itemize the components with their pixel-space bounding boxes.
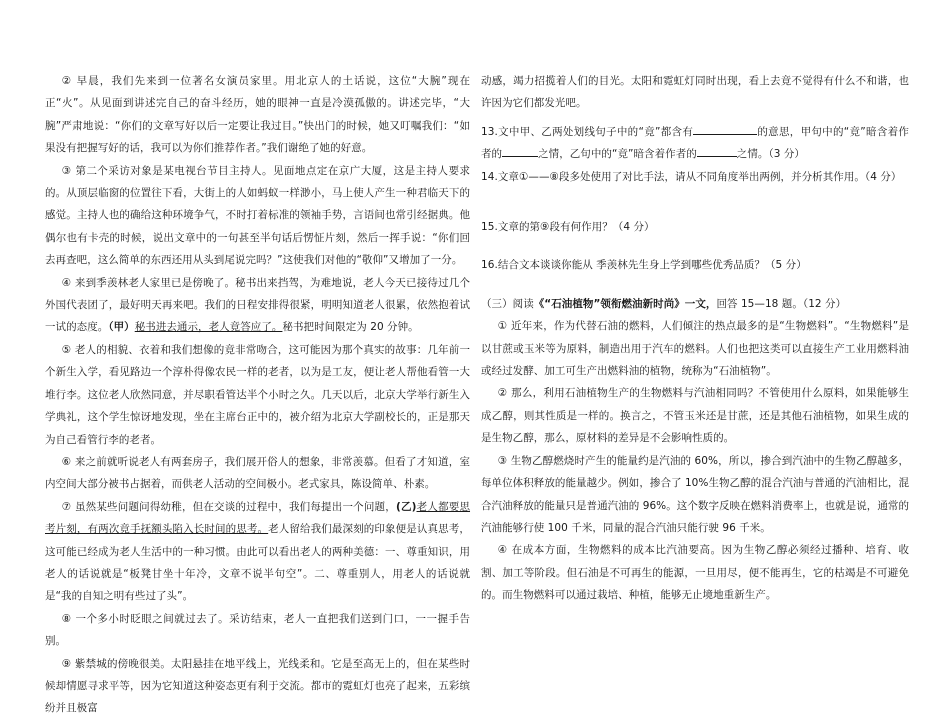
paragraph-4 (45, 272, 470, 339)
question-13-part2: 的意思，甲句中的“竟”暗含着作者的 (481, 125, 909, 161)
question-13-part1: 13.文中甲、乙两处划线句子中的“竟”都含有 (481, 125, 694, 138)
paragraph-7 (45, 496, 470, 608)
question-14: 14.文章①——⑧段多处使用了对比手法，请从不同角度举出两例，并分析其作用。（4 分） (481, 170, 902, 183)
answer-blank-3[interactable] (697, 146, 737, 157)
reading-paragraph-1: ① 近年来，作为代替石油的燃料，人们倾注的热点最多的是“生物燃料”。“生物燃料”是以甘蔗或玉米等为原料，制造出用于汽车的燃料。人们也把这类可以直接生产工业用燃料油或经过发酵、加工可生产出燃料油的植物，统称为“石油植物”。 (481, 320, 909, 378)
reading-paragraph-3: ③ 生物乙醇燃烧时产生的能量约是汽油的 60%，所以，掺合到汽油中的生物乙醇越多，每单位体积释放的能量越少。例如，掺合了 10%生物乙醇的混合汽油与普通的汽油相比，混合汽油释放的能量只是普通汽油的 96%。这个数字反映在燃料消费率上，也就是说，通常的汽油能够行使 100 千米，同量的混合汽油只能行驶 96 千米。 (481, 454, 909, 534)
section-3-label: （三）阅读 (481, 297, 534, 310)
paragraph-6: ⑥ 来之前就听说老人有两套房子，我们展开俗人的想象，非常羡慕。但看了才知道，室内空间大部分被书占据着，而供老人活动的空间极小。老式家具，陈设简单、朴素。 (45, 455, 470, 491)
section-3-instruction: 回答 15—18 题。（12 分） (716, 297, 847, 310)
paragraph-5: ⑤ 老人的相貌、衣着和我们想像的竟非常吻合，这可能因为那个真实的故事：几年前一个新生入学，看见路边一个淳朴得像农民一样的老者，以为是工友，便让老人帮他看管一大堆行李。这位老人欣然同意，并尽职看管达半个小时之久。几天以后，北京大学举行新生入学典礼，这个学生惊讶地发现，坐在主席台正中的，被介绍为北京大学副校长的，正是那天为自己看管行李的老者。 (45, 343, 470, 446)
question-13 (481, 121, 909, 166)
left-column (45, 70, 470, 720)
mark-yi: (乙) (395, 500, 417, 513)
section-3-heading (481, 293, 909, 315)
question-15: 15.文章的第⑨段有何作用？（4 分） (481, 221, 655, 234)
paragraph-9-continued: 动感，竭力招揽着人们的目光。太阳和霓虹灯同时出现，看上去竟不觉得有什么不和谐，也许因为它们都发光吧。 (481, 75, 909, 110)
paragraph-3: ③ 第二个采访对象是某电视台节目主持人。见面地点定在京广大厦，这是主持人要求的。从顶层临窗的位置往下看，大街上的人如蚂蚁一样渺小，马上使人产生一种君临天下的感觉。主持人也的确给这种环境争气，不时打着标准的领袖手势，言语间也常引经据典。他偶尔也有卡壳的时候，说出文章中的一句甚至半句话后愣怔片刻，然后一挥手说：“你们回去再查吧，这么简单的东西还用从头到尾说完吗？”这使我们对他的“敬仰”又增加了一分。 (45, 164, 470, 267)
paragraph-7-tail: 老人留给我们最深刻的印象便是认真思考，这可能已经成为老人生活中的一种习惯。由此可以看出老人的两种美德：一、尊重知识，用老人的话说就是“板凳甘坐十年冷，文章不说半句空”。二、尊重别人，用老人的话说就是“我的自知之明有些过了头”。 (45, 523, 470, 603)
section-3-article-title: 《“石油植物”领衔燃油新时尚》一文， (533, 297, 717, 310)
paragraph-9: ⑨ 紫禁城的傍晚很美。太阳悬挂在地平线上，光线柔和。它是至高无上的，但在某些时候却情愿寻求平等，因为它知道这种姿态更有利于交流。都市的霓虹灯也亮了起来，五彩缤纷并且极富 (45, 657, 470, 715)
reading-paragraph-4: ④ 在成本方面，生物燃料的成本比汽油要高。因为生物乙醇必须经过播种、培育、收割、加工等阶段。但石油是不可再生的能源，一旦用尽，便不能再生，它的枯竭是不可避免的。而生物燃料可以通过栽培、种植，能够无止境地重新生产。 (481, 544, 909, 602)
underlined-sentence-yi: 老人都要思考片刻，有两次竟手抚额头陷入长时间的思考。 (45, 500, 471, 536)
paragraph-2: ② 早晨，我们先来到一位著名女演员家里。用北京人的土话说，这位“大腕”现在正“火”。从见面到讲述完自己的奋斗经历，她的眼神一直是冷漠孤傲的。讲述完毕，“大腕”严肃地说：“你们的文章写好以后一定要让我过目。”快出门的时候，她又叮嘱我们：“如果没有把握写好的话，我可以为你们推荐作者。”我们谢绝了她的好意。 (45, 75, 470, 155)
question-16: 16.结合文本谈谈你能从 季羡林先生身上学到哪些优秀品质？（5 分） (481, 259, 807, 272)
paragraph-8: ⑧ 一个多小时眨眼之间就过去了。采访结束，老人一直把我们送到门口，一一握手告别。 (45, 612, 470, 648)
answer-blank-2[interactable] (502, 146, 538, 157)
paragraph-7-text: ⑦ 虽然某些问题问得幼稚，但在交谈的过程中，我们每提出一个问题， (61, 500, 396, 513)
reading-paragraph-2: ② 那么，利用石油植物生产的生物燃料与汽油相同吗？不管使用什么原料，如果能够生成乙醇，则其性质是一样的。换言之，不管玉米还是甘蔗，还是其他石油植物，如果生成的是生物乙醇，那么，原材料的差异是不会影响性质的。 (481, 387, 909, 445)
question-13-part3: 之情，乙句中的“竟”暗含着作者的 (538, 148, 697, 161)
paragraph-4-text: ④ 来到季羡林老人家里已是傍晚了。秘书出来挡驾，为难地说，老人今天已接待过几个外国代表团了，最好明天再来吧。我们的日程安排得很紧，明明知道老人很累，依然抱着试一试的态度。 (45, 276, 470, 334)
paragraph-4-tail: 秘书把时间限定为 20 分钟。 (282, 321, 419, 334)
answer-blank-1[interactable] (693, 124, 757, 135)
underlined-sentence-jia: 秘书进去通示，老人竟答应了。 (134, 321, 283, 334)
right-column (481, 70, 909, 607)
question-13-part4: 之情。（3 分） (736, 148, 805, 161)
mark-jia: （甲） (108, 321, 135, 334)
